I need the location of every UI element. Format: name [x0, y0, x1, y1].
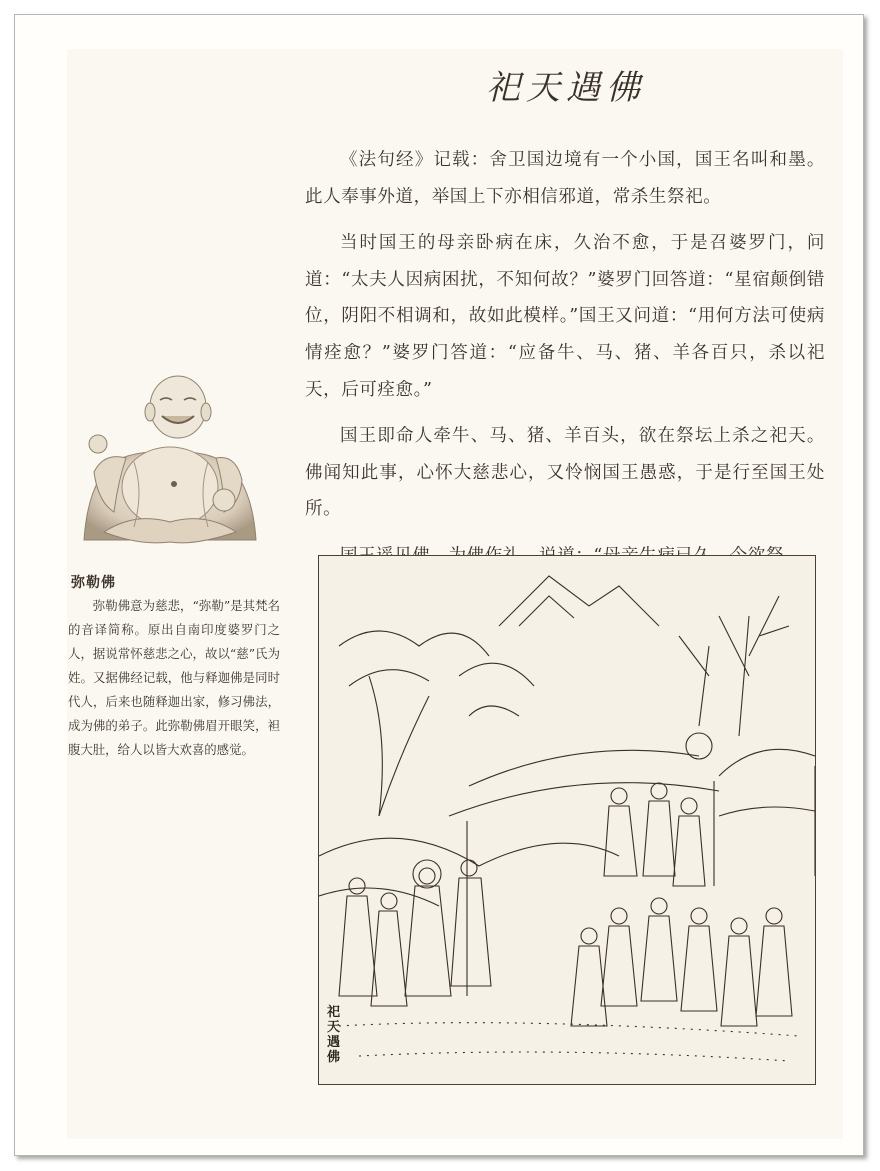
caption-text: 弥勒佛意为慈悲，“弥勒”是其梵名的音译简称。原出自南印度婆罗门之人，据说常怀慈悲之心，故以“慈”氏为姓。又据佛经记载，他与释迦佛是同时代人，后来也随释迦出家，修习佛法，成为佛的弟子。此弥勒佛眉开眼笑，袒腹大肚，给人以皆大欢喜的感觉。: [68, 598, 280, 757]
paragraph-3: 国王即命人牵牛、马、猪、羊百头，欲在祭坛上杀之祀天。佛闻知此事，心怀大慈悲心，又怜悯国王愚惑，于是行至国王处所。: [305, 426, 825, 520]
illustration-inscription: 祀天遇佛: [327, 1005, 341, 1065]
paragraph-4: 国王遥见佛，为佛作礼，说道：“母亲生病已久，今欲祭: [340, 545, 784, 566]
woodblock-illustration: [318, 555, 816, 1085]
maitreya-statue-image: [74, 362, 264, 552]
caption-title: 弥勒佛: [71, 575, 116, 591]
page-title: 祀天遇佛: [486, 68, 646, 108]
main-text: [305, 142, 825, 585]
paragraph-2: 当时国王的母亲卧病在床，久治不愈，于是召婆罗门，问道：“太夫人因病困扰，不知何故？”婆罗门回答道：“星宿颠倒错位，阴阳不相调和，故如此模样。”国王又问道：“用何方法可使病情痊愈？”婆罗门答道：“应备牛、马、猪、羊各百只，杀以祀天，后可痊愈。”: [305, 233, 825, 400]
paragraph-1: 《法句经》记载：舍卫国边境有一个小国，国王名叫和墨。此人奉事外道，举国上下亦相信邪道，常杀生祭祀。: [305, 150, 825, 207]
